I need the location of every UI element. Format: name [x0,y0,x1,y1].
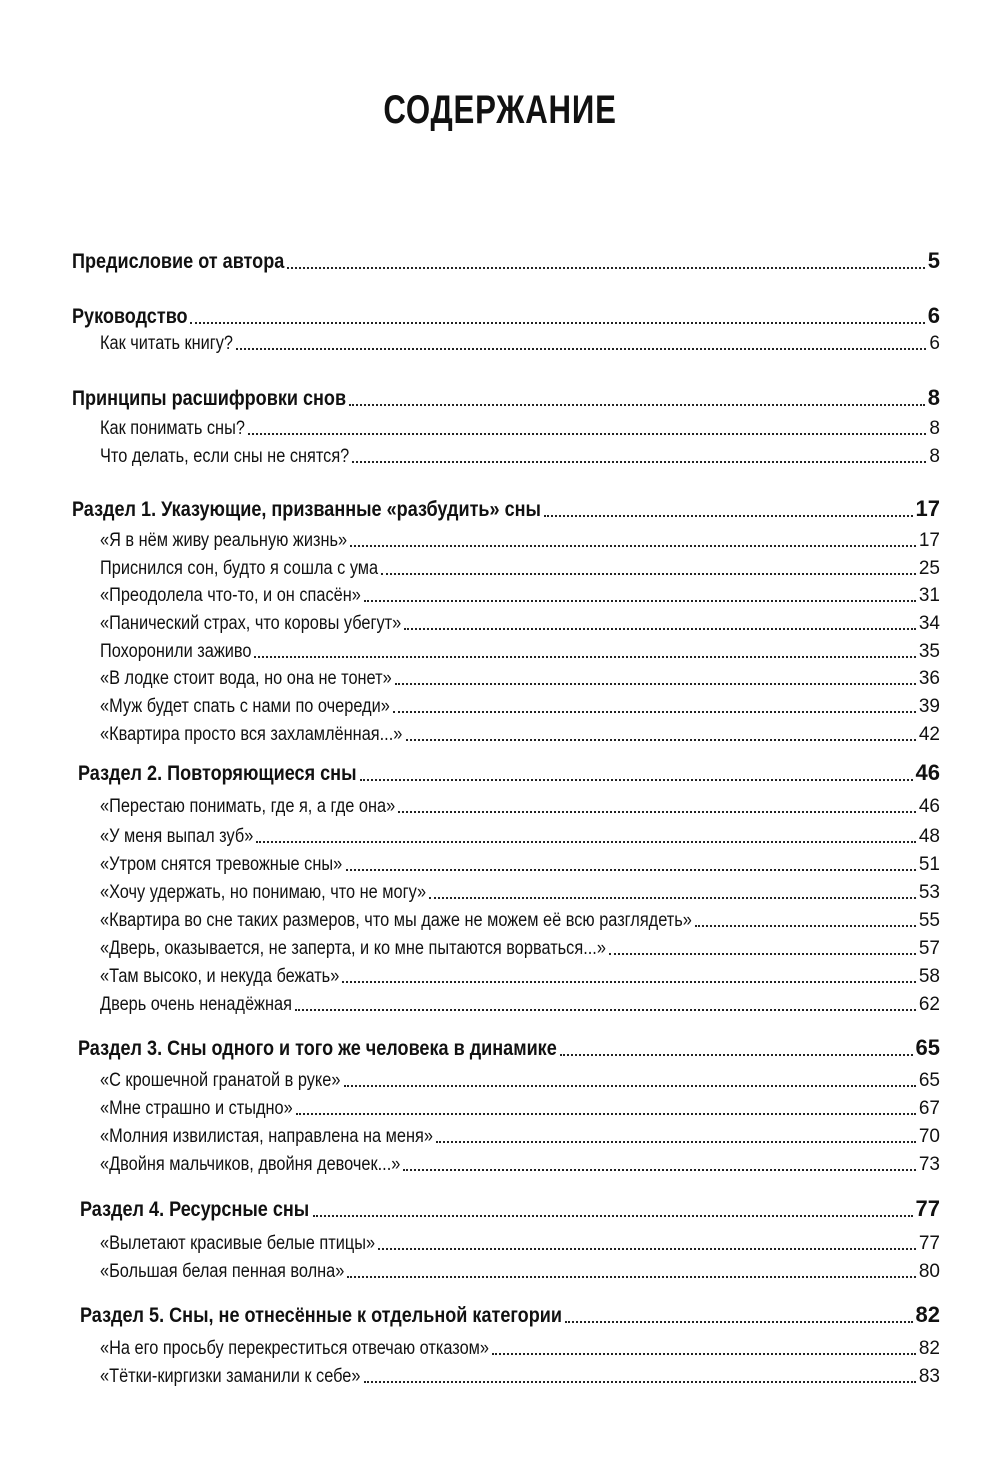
toc-page-number: 25 [918,558,940,579]
toc-section [80,1196,940,1222]
toc-label: «Дверь, оказывается, не заперта, и ко мне пытаются ворваться...» [100,938,606,959]
toc-entry [100,724,940,746]
toc-label: Принципы расшифровки снов [72,387,347,410]
toc-page-number: 53 [918,882,940,903]
toc-page-number: 39 [918,696,940,717]
dot-leader [403,1169,916,1171]
toc-section [80,1302,940,1328]
toc-label: Раздел 3. Сны одного и того же человека в динамике [78,1037,557,1060]
toc-entry [100,938,940,960]
toc-page-number: 8 [929,418,940,439]
toc-label: «Большая белая пенная волна» [100,1261,345,1282]
toc-page-number: 8 [927,385,940,410]
toc-label: Раздел 4. Ресурсные сны [80,1198,310,1221]
dot-leader [395,683,916,685]
page-title: СОДЕРЖАНИЕ [383,88,617,132]
dot-leader [313,1215,913,1217]
dot-leader [378,1248,916,1250]
dot-leader [236,348,926,350]
toc-page-number: 17 [915,496,940,521]
toc-label: «На его просьбу перекреститься отвечаю отказом» [100,1338,490,1359]
toc-page-number: 8 [929,446,940,467]
toc-label: Руководство [72,305,188,328]
toc-label: «Утром снятся тревожные сны» [100,854,343,875]
dot-leader [364,600,916,602]
dot-leader [565,1321,913,1323]
toc-label: Раздел 5. Сны, не отнесённые к отдельной категории [80,1304,562,1327]
toc-label: «Панический страх, что коровы убегут» [100,613,402,634]
toc-label: Раздел 2. Повторяющиеся сны [78,762,357,785]
dot-leader [352,461,926,463]
toc-entry [100,668,940,690]
toc-entry [100,613,940,635]
toc-entry [100,1261,940,1283]
toc-page-number: 17 [918,530,940,551]
toc-entry [100,966,940,988]
toc-label: Что делать, если сны не снятся? [100,446,350,467]
dot-leader [695,925,916,927]
dot-leader [360,779,913,781]
toc-entry [100,826,940,848]
dot-leader [406,739,916,741]
dot-leader [609,953,916,955]
toc-page-number: 35 [918,641,940,662]
dot-leader [346,869,916,871]
toc-label: «В лодке стоит вода, но она не тонет» [100,668,392,689]
toc-label: «Преодолела что-то, и он спасён» [100,585,361,606]
dot-leader [349,404,924,406]
toc-entry [100,1366,940,1388]
dot-leader [347,1276,916,1278]
dot-leader [295,1009,916,1011]
toc-label: «Тётки-киргизки заманили к себе» [100,1366,361,1387]
toc-entry [100,882,940,904]
toc-entry [100,1126,940,1148]
toc-entry [100,585,940,607]
toc-entry [100,1233,940,1255]
toc-page-number: 51 [918,854,940,875]
toc-page-number: 5 [927,248,940,273]
toc-label: «Вылетают красивые белые птицы» [100,1233,376,1254]
toc-entry [100,1070,940,1092]
toc-page-number: 65 [918,1070,940,1091]
toc-page-number: 57 [918,938,940,959]
toc-page-number: 31 [918,585,940,606]
toc-label: Как понимать сны? [100,418,245,439]
dot-leader [287,267,924,269]
dot-leader [544,515,913,517]
toc-page-number: 48 [918,826,940,847]
toc-entry [100,696,940,718]
dot-leader [393,711,916,713]
toc-entry [100,446,940,468]
toc-label: «Там высоко, и некуда бежать» [100,966,340,987]
dot-leader [364,1381,916,1383]
dot-leader [190,322,925,324]
dot-leader [342,981,916,983]
toc-page-number: 34 [918,613,940,634]
toc-label: Как читать книгу? [100,333,234,354]
toc-entry [100,418,940,440]
toc-section [72,385,940,411]
toc-page-number: 6 [929,333,940,354]
toc-page-number: 77 [915,1196,940,1221]
toc-entry [100,910,940,932]
toc-label: «Двойня мальчиков, двойня девочек...» [100,1154,401,1175]
toc-section [72,496,940,522]
toc-section [72,248,940,274]
dot-leader [254,656,916,658]
toc-page-number: 55 [918,910,940,931]
toc-entry [100,1338,940,1360]
toc-page-number: 77 [918,1233,940,1254]
toc-label: «Хочу удержать, но понимаю, что не могу» [100,882,427,903]
toc-label: «С крошечной гранатой в руке» [100,1070,341,1091]
toc-entry [100,333,940,355]
toc-entry [100,994,940,1016]
toc-page-number: 58 [918,966,940,987]
dot-leader [256,841,916,843]
toc-label: Приснился сон, будто я сошла с ума [100,558,379,579]
dot-leader [492,1353,916,1355]
toc-entry [100,854,940,876]
toc-entry [100,796,940,818]
toc-label: «Молния извилистая, направлена на меня» [100,1126,433,1147]
toc-label: «У меня выпал зуб» [100,826,254,847]
toc-page-number: 65 [915,1035,940,1060]
dot-leader [350,545,916,547]
toc-label: Похоронили заживо [100,641,252,662]
dot-leader [429,897,916,899]
toc-page-number: 67 [918,1098,940,1119]
toc-label: Предисловие от автора [72,250,285,273]
toc-page-number: 83 [918,1366,940,1387]
toc-label: «Я в нём живу реальную жизнь» [100,530,348,551]
toc-section [78,760,940,786]
toc-label: «Квартира просто вся захламлённая...» [100,724,403,745]
dot-leader [404,628,916,630]
toc-page-number: 70 [918,1126,940,1147]
dot-leader [296,1113,916,1115]
toc-entry [100,558,940,580]
dot-leader [436,1141,916,1143]
toc-page-number: 80 [918,1261,940,1282]
toc-entry [100,1154,940,1176]
toc-section [78,1035,940,1061]
toc-label: «Квартира во сне таких размеров, что мы даже не можем её всю разглядеть» [100,910,692,931]
toc-page-number: 42 [918,724,940,745]
toc-entry [100,530,940,552]
toc-page-number: 6 [927,303,940,328]
toc-page-number: 73 [918,1154,940,1175]
toc-page-number: 46 [915,760,940,785]
dot-leader [560,1054,913,1056]
toc-page-number: 36 [918,668,940,689]
dot-leader [398,811,916,813]
toc-label: Дверь очень ненадёжная [100,994,292,1015]
dot-leader [381,573,916,575]
toc-entry [100,1098,940,1120]
toc-page-number: 82 [915,1302,940,1327]
toc-page-number: 62 [918,994,940,1015]
dot-leader [248,433,926,435]
toc-label: «Перестаю понимать, где я, а где она» [100,796,396,817]
toc-label: Раздел 1. Указующие, призванные «разбудить» сны [72,498,541,521]
toc-entry [100,641,940,663]
toc-page-number: 82 [918,1338,940,1359]
toc-label: «Муж будет спать с нами по очереди» [100,696,390,717]
toc-label: «Мне страшно и стыдно» [100,1098,293,1119]
dot-leader [344,1085,916,1087]
toc-section [72,303,940,329]
toc-page-number: 46 [918,796,940,817]
